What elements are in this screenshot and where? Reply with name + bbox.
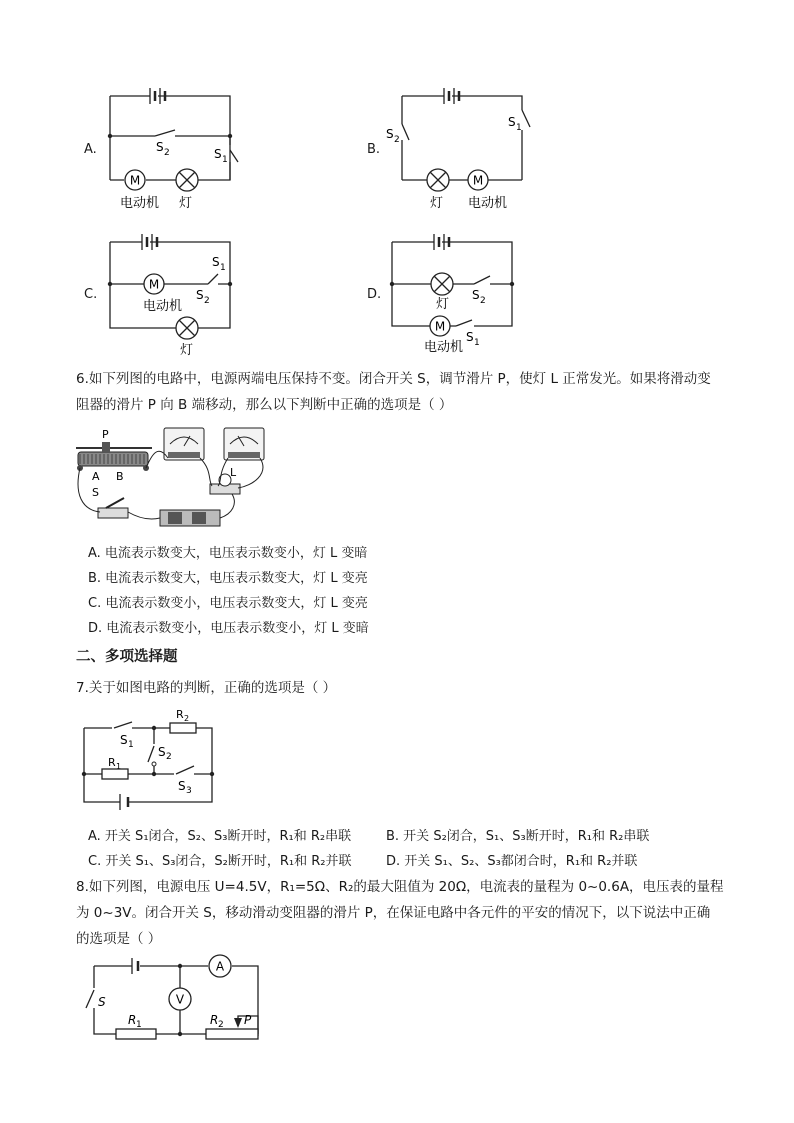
q6-option-d[interactable]: D. 电流表示数变小，电压表示数变小，灯 L 变暗 bbox=[88, 621, 369, 636]
svg-text:电动机: 电动机 bbox=[143, 299, 183, 314]
q6-option-b[interactable]: B. 电流表示数变大，电压表示数变大，灯 L 变亮 bbox=[88, 571, 368, 586]
svg-text:灯: 灯 bbox=[436, 297, 450, 312]
svg-text:P: P bbox=[102, 428, 109, 441]
svg-text:S: S bbox=[212, 255, 220, 269]
svg-text:3: 3 bbox=[186, 786, 192, 796]
rheostat-icon bbox=[78, 452, 148, 466]
svg-text:A: A bbox=[215, 959, 225, 974]
svg-text:1: 1 bbox=[116, 762, 122, 771]
svg-text:R: R bbox=[128, 1013, 137, 1027]
svg-text:2: 2 bbox=[480, 296, 486, 306]
q8-stem-line1: 8.如下列图，电源电压 U=4.5V，R₁=5Ω、R₂的最大阻值为 20Ω，电流表的量程为 0~0.6A，电压表的量程 bbox=[76, 879, 724, 895]
svg-text:2: 2 bbox=[166, 752, 172, 762]
svg-text:2: 2 bbox=[184, 714, 190, 723]
svg-text:S: S bbox=[472, 288, 480, 302]
q6-option-c[interactable]: C. 电流表示数变小，电压表示数变大，灯 L 变亮 bbox=[88, 596, 368, 611]
q6-option-a[interactable]: A. 电流表示数变大，电压表示数变小，灯 L 变暗 bbox=[88, 546, 368, 561]
svg-text:1: 1 bbox=[220, 263, 226, 273]
switch-icon bbox=[98, 508, 128, 518]
svg-text:S: S bbox=[178, 779, 186, 793]
svg-text:S: S bbox=[196, 288, 204, 302]
svg-text:1: 1 bbox=[128, 740, 134, 750]
svg-text:S: S bbox=[98, 995, 106, 1009]
svg-text:S: S bbox=[156, 140, 164, 154]
svg-text:S: S bbox=[214, 147, 222, 161]
option-b-letter: B. bbox=[367, 142, 381, 157]
svg-text:灯: 灯 bbox=[179, 196, 193, 211]
option-a-letter: A. bbox=[84, 142, 97, 157]
q7-circuit-diagram bbox=[76, 704, 226, 814]
q6-experiment-figure bbox=[72, 424, 282, 536]
svg-text:S: S bbox=[92, 486, 99, 499]
resistor-r1-icon bbox=[102, 769, 128, 779]
svg-text:L: L bbox=[230, 466, 237, 479]
svg-text:1: 1 bbox=[136, 1020, 142, 1030]
q7-option-d[interactable]: D. 开关 S₁、S₂、S₃都闭合时，R₁和 R₂并联 bbox=[386, 854, 638, 869]
svg-text:S: S bbox=[120, 733, 128, 747]
q7-stem: 7.关于如图电路的判断，正确的选项是（ ） bbox=[76, 680, 337, 696]
svg-text:S: S bbox=[386, 127, 394, 141]
svg-text:灯: 灯 bbox=[430, 196, 444, 211]
svg-text:2: 2 bbox=[204, 296, 210, 306]
q8-stem-line2: 为 0~3V。闭合开关 S，移动滑动变阻器的滑片 P，在保证电路中各元件的平安的情况下，以下说法中正确 bbox=[76, 905, 711, 921]
resistor-r2-icon bbox=[170, 723, 196, 733]
svg-text:电动机: 电动机 bbox=[468, 196, 508, 211]
q8-circuit-diagram bbox=[80, 954, 270, 1049]
svg-text:2: 2 bbox=[218, 1020, 224, 1030]
svg-text:M: M bbox=[472, 173, 484, 188]
svg-text:2: 2 bbox=[394, 135, 400, 145]
svg-text:M: M bbox=[434, 319, 446, 334]
resistor-r1-icon bbox=[116, 1029, 156, 1039]
q6-stem-line2: 阻器的滑片 P 向 B 端移动，那么以下判断中正确的选项是（ ） bbox=[76, 397, 453, 413]
q8-stem-line3: 的选项是（ ） bbox=[76, 931, 162, 947]
svg-text:R: R bbox=[176, 708, 184, 721]
svg-text:B: B bbox=[116, 470, 124, 483]
q7-option-b[interactable]: B. 开关 S₂闭合，S₁、S₃断开时，R₁和 R₂串联 bbox=[386, 829, 650, 844]
svg-text:S: S bbox=[508, 115, 516, 129]
circuit-diagram-b bbox=[382, 80, 532, 215]
svg-text:电动机: 电动机 bbox=[424, 340, 464, 355]
q7-option-a[interactable]: A. 开关 S₁闭合，S₂、S₃断开时，R₁和 R₂串联 bbox=[88, 829, 352, 844]
svg-text:1: 1 bbox=[222, 155, 228, 165]
svg-text:R: R bbox=[108, 756, 116, 769]
option-c-letter: C. bbox=[84, 287, 98, 302]
svg-text:2: 2 bbox=[164, 148, 170, 158]
svg-text:灯: 灯 bbox=[180, 343, 194, 358]
svg-text:1: 1 bbox=[474, 338, 480, 348]
svg-text:A: A bbox=[92, 470, 100, 483]
svg-text:M: M bbox=[129, 173, 141, 188]
svg-text:V: V bbox=[175, 992, 185, 1007]
q6-stem-line1: 6.如下列图的电路中，电源两端电压保持不变。闭合开关 S，调节滑片 P，使灯 L 正常发光。如果将滑动变 bbox=[76, 371, 711, 387]
q7-option-c[interactable]: C. 开关 S₁、S₃闭合，S₂断开时，R₁和 R₂并联 bbox=[88, 854, 352, 869]
circuit-diagram-d bbox=[382, 228, 532, 363]
circuit-diagram-a bbox=[100, 80, 250, 215]
svg-text:电动机: 电动机 bbox=[120, 196, 160, 211]
svg-text:P: P bbox=[244, 1013, 252, 1027]
option-d-letter: D. bbox=[367, 287, 382, 302]
section-heading: 二、多项选择题 bbox=[76, 649, 178, 665]
svg-text:R: R bbox=[210, 1013, 219, 1027]
circuit-diagram-c bbox=[100, 228, 250, 363]
svg-text:M: M bbox=[148, 277, 160, 292]
rheostat-r2-icon bbox=[206, 1029, 258, 1039]
svg-text:S: S bbox=[158, 745, 166, 759]
svg-text:S: S bbox=[466, 330, 474, 344]
svg-text:1: 1 bbox=[516, 123, 522, 133]
